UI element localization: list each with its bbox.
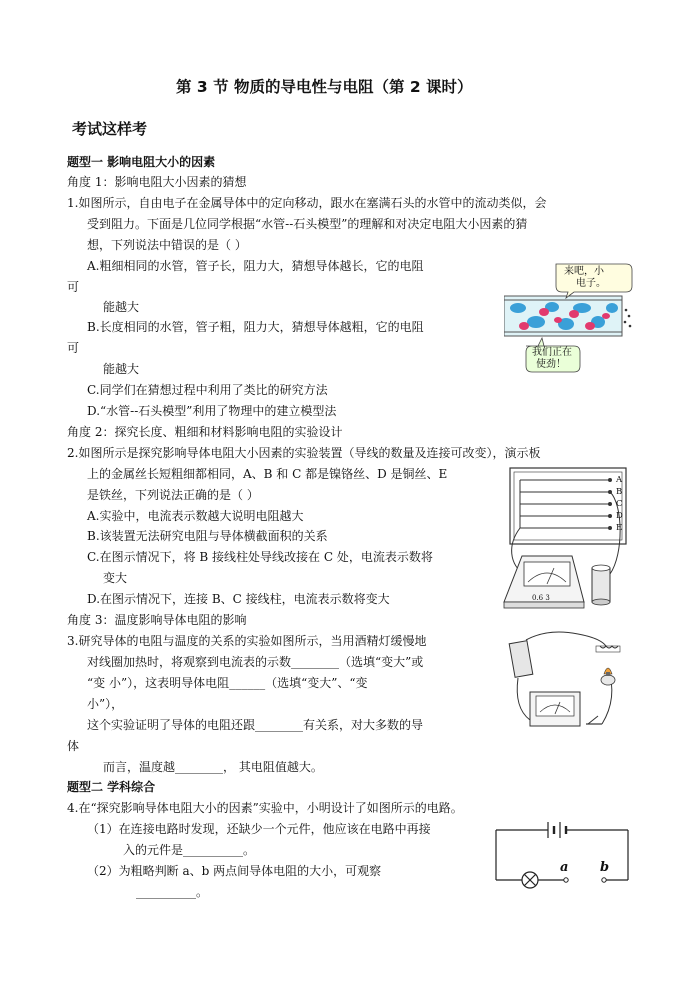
resistance-board-illustration bbox=[498, 464, 632, 612]
q1-option-a-line1: A.粗细相同的水管，管子长，阻力大，猜想导体越长，它的电阻 bbox=[87, 259, 424, 273]
board-label-b: B bbox=[616, 487, 623, 497]
q3-line5: 这个实验证明了导体的电阻还跟________有关系，对大多数的导 bbox=[87, 718, 424, 732]
q1-option-b-line3: 能越大 bbox=[103, 362, 140, 376]
angle2-heading: 角度 2：探究长度、粗细和材料影响电阻的实验设计 bbox=[67, 425, 343, 439]
q3-line4: 小”）， bbox=[87, 697, 124, 711]
q1-option-a-line3: 能越大 bbox=[103, 300, 140, 314]
q1-option-d: D.“水管--石头模型”利用了物理中的建立模型法 bbox=[87, 404, 337, 418]
q2-option-c-line1: C.在图示情况下，将 B 接线柱处导线改接在 C 处，电流表示数将 bbox=[87, 550, 433, 564]
circuit-point-b: b bbox=[600, 860, 610, 875]
q3-line2: 对线圈加热时，将观察到电流表的示数________（选填“变大”或 bbox=[87, 655, 424, 669]
board-label-e: E bbox=[616, 523, 623, 533]
q1-stem-line2: 受到阻力。下面是几位同学根据“水管--石头模型”的理解和对决定电阻大小因素的猜 bbox=[87, 217, 528, 231]
q4-stem: 4.在“探究影响导体电阻大小的因素”实验中，小明设计了如图所示的电路。 bbox=[67, 801, 463, 815]
board-label-a: A bbox=[616, 475, 623, 485]
q2-stem-line3: 是铁丝，下列说法正确的是（ ） bbox=[87, 488, 259, 502]
circuit-diagram bbox=[492, 816, 632, 896]
angle1-heading: 角度 1：影响电阻大小因素的猜想 bbox=[67, 175, 247, 189]
board-label-c: C bbox=[616, 499, 623, 509]
q2-option-c-line2: 变大 bbox=[103, 571, 128, 585]
q4-part2-line1: （2）为粗略判断 a、b 两点间导体电阻的大小，可观察 bbox=[87, 864, 382, 878]
q3-line7: 而言，温度越________， 其电阻值越大。 bbox=[103, 760, 323, 774]
q1-option-c: C.同学们在猜想过程中利用了类比的研究方法 bbox=[87, 383, 328, 397]
q3-line1: 3.研究导体的电阻与温度的关系的实验如图所示，当用酒精灯缓慢地 bbox=[67, 634, 427, 648]
q4-part1-line1: （1）在连接电路时发现，还缺少一个元件，他应该在电路中再接 bbox=[87, 822, 431, 836]
section-heading: 考试这样考 bbox=[72, 120, 148, 138]
q1-option-a-line2: 可 bbox=[67, 280, 80, 294]
q1-pipe-figure bbox=[504, 262, 634, 374]
coil-heating-illustration bbox=[508, 628, 630, 740]
q2-stem-line1: 2.如图所示是探究影响导体电阻大小因素的实验装置（导线的数量及连接可改变），演示板 bbox=[67, 446, 541, 460]
q4-part1-line2: 入的元件是__________。 bbox=[123, 843, 256, 857]
pipe-bubble2-line1: 我们正在 bbox=[532, 347, 572, 358]
q2-option-a: A.实验中，电流表示数越大说明电阻越大 bbox=[87, 509, 304, 523]
type2-heading: 题型二 学科综合 bbox=[67, 780, 156, 794]
q2-apparatus-figure bbox=[498, 464, 632, 612]
board-label-d: D bbox=[616, 511, 623, 521]
q1-option-b-line2: 可 bbox=[67, 341, 80, 355]
q3-line3: “变 小”），这表明导体电阻______（选填“变大”、“变 bbox=[87, 676, 368, 690]
q2-stem-line2: 上的金属丝长短粗细都相同，A、B 和 C 都是镍铬丝、D 是铜丝、E bbox=[87, 467, 448, 481]
q3-line6: 体 bbox=[67, 739, 80, 753]
q1-option-b-line1: B.长度相同的水管，管子粗，阻力大，猜想导体越粗，它的电阻 bbox=[87, 320, 424, 334]
q4-circuit-figure bbox=[492, 816, 632, 896]
page-title: 第 3 节 物质的导电性与电阻（第 2 课时） bbox=[176, 78, 473, 96]
q1-stem-line1: 1.如图所示，自由电子在金属导体中的定向移动，跟水在塞满石头的水管中的流动类似，会 bbox=[67, 196, 547, 210]
q2-option-b: B.该装置无法研究电阻与导体横截面积的关系 bbox=[87, 529, 328, 543]
angle3-heading: 角度 3：温度影响导体电阻的影响 bbox=[67, 613, 247, 627]
q3-heating-figure bbox=[508, 628, 630, 740]
pipe-bubble1-line1: 来吧，小 bbox=[564, 266, 604, 277]
pipe-bubble1-line2: 电子。 bbox=[576, 278, 606, 289]
ammeter-scale-label: 0.6 3 bbox=[532, 594, 550, 602]
q1-stem-line3: 想，下列说法中错误的是（ ） bbox=[87, 238, 247, 252]
type1-heading: 题型一 影响电阻大小的因素 bbox=[67, 155, 216, 169]
pipe-bubble2-line2: 使劲！ bbox=[536, 359, 566, 370]
circuit-point-a: a bbox=[560, 860, 569, 875]
q2-option-d: D.在图示情况下，连接 B、C 接线柱，电流表示数将变大 bbox=[87, 592, 390, 606]
q4-part2-line2: __________。 bbox=[136, 885, 209, 899]
